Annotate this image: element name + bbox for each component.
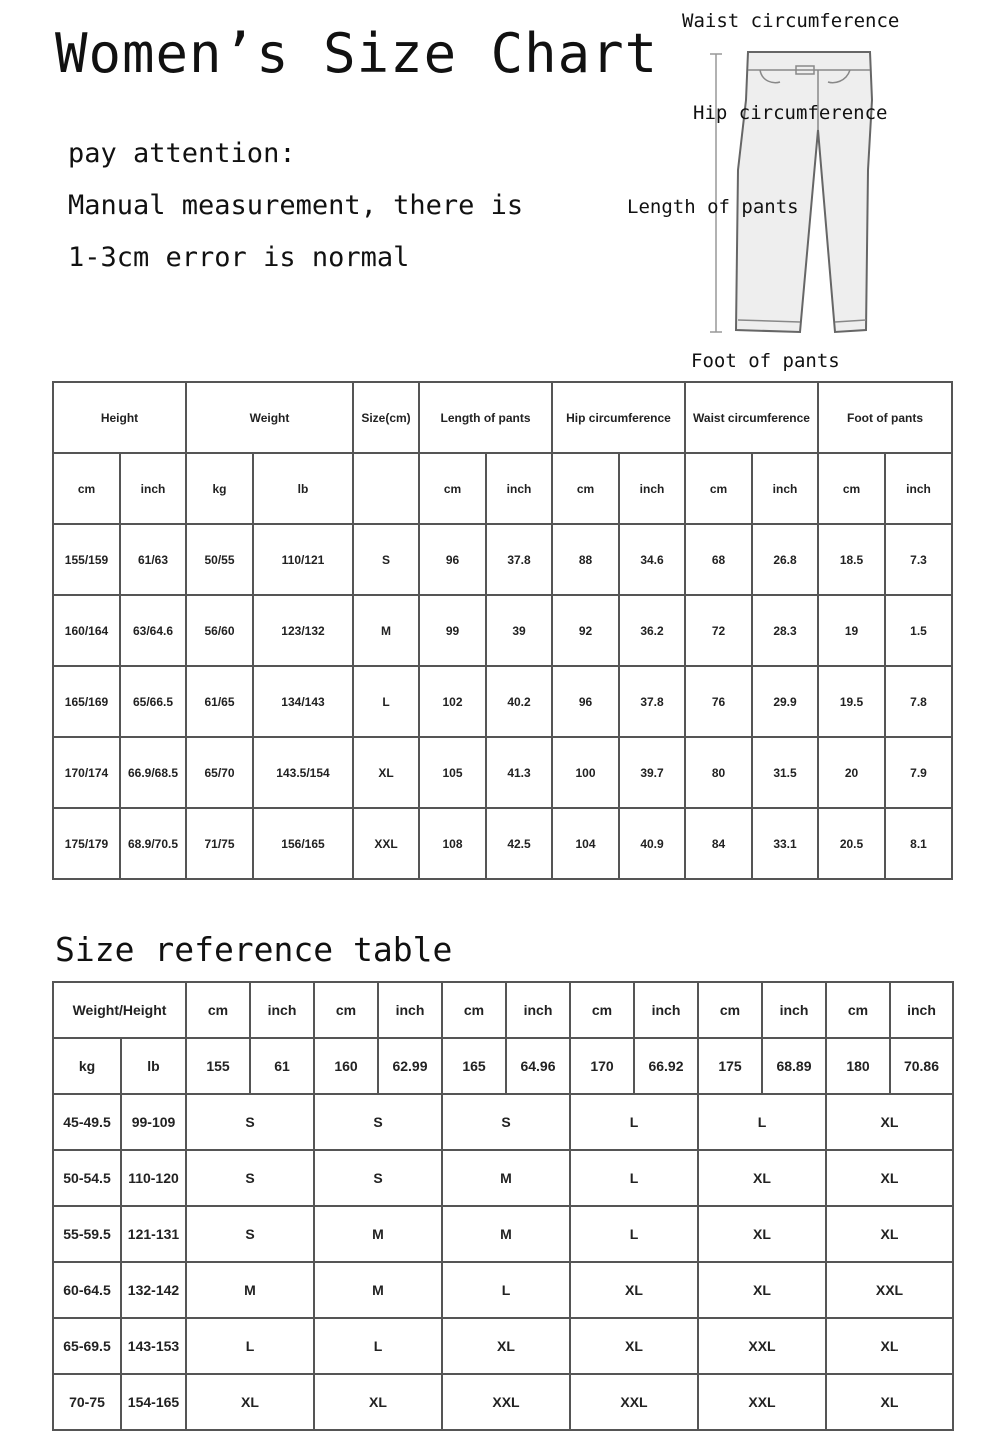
height-cell: 180 — [826, 1038, 890, 1094]
table-row — [53, 524, 952, 595]
table-cell: 28.3 — [752, 595, 818, 666]
table-cell: 100 — [552, 737, 619, 808]
table-cell: 104 — [552, 808, 619, 879]
height-cell: 66.92 — [634, 1038, 698, 1094]
weight-kg-cell: 65-69.5 — [53, 1318, 121, 1374]
size-cell: XXL — [442, 1374, 570, 1430]
table-cell: 123/132 — [253, 595, 353, 666]
group-header-row — [53, 382, 952, 453]
unit-cell: inch — [752, 453, 818, 524]
table-cell: 65/70 — [186, 737, 253, 808]
height-cell: 68.89 — [762, 1038, 826, 1094]
size-cell: L — [186, 1318, 314, 1374]
table-row — [53, 808, 952, 879]
size-cell: M — [314, 1206, 442, 1262]
table-row — [53, 1094, 953, 1150]
height-values-row — [53, 1038, 953, 1094]
table-cell: 165/169 — [53, 666, 120, 737]
unit-cell: cm — [570, 982, 634, 1038]
size-cell: XL — [698, 1206, 826, 1262]
header-cell: Foot of pants — [818, 382, 952, 453]
table-cell: 18.5 — [818, 524, 885, 595]
table-cell: 41.3 — [486, 737, 552, 808]
table-cell: 40.2 — [486, 666, 552, 737]
table-cell: 20.5 — [818, 808, 885, 879]
height-cell: 165 — [442, 1038, 506, 1094]
size-cell: S — [442, 1094, 570, 1150]
table-row — [53, 1262, 953, 1318]
table-cell: 19 — [818, 595, 885, 666]
unit-cell: inch — [885, 453, 952, 524]
weight-kg-cell: 60-64.5 — [53, 1262, 121, 1318]
unit-cell: cm — [698, 982, 762, 1038]
size-cell: S — [314, 1150, 442, 1206]
table-cell: 50/55 — [186, 524, 253, 595]
table-cell: 143.5/154 — [253, 737, 353, 808]
unit-cell: cm — [53, 453, 120, 524]
hip-label: Hip circumference — [693, 102, 888, 124]
table-cell: 19.5 — [818, 666, 885, 737]
size-cell: L — [698, 1094, 826, 1150]
size-cell: XL — [826, 1094, 953, 1150]
unit-header-row — [53, 982, 953, 1038]
table-cell: 40.9 — [619, 808, 685, 879]
table-cell: 37.8 — [619, 666, 685, 737]
table-cell: 36.2 — [619, 595, 685, 666]
table-cell: 134/143 — [253, 666, 353, 737]
size-cell: XL — [826, 1374, 953, 1430]
size-cell: XL — [314, 1374, 442, 1430]
table-row — [53, 1150, 953, 1206]
waist-label: Waist circumference — [682, 10, 900, 32]
size-cell: L — [314, 1318, 442, 1374]
table-cell: 155/159 — [53, 524, 120, 595]
table-cell: 26.8 — [752, 524, 818, 595]
size-cell: XL — [826, 1150, 953, 1206]
table-cell: 102 — [419, 666, 486, 737]
corner-header-cell: Weight/Height — [53, 982, 186, 1038]
table-cell: 66.9/68.5 — [120, 737, 186, 808]
height-cell: 155 — [186, 1038, 250, 1094]
height-cell: 64.96 — [506, 1038, 570, 1094]
weight-lb-cell: 154-165 — [121, 1374, 186, 1430]
table-cell: 92 — [552, 595, 619, 666]
height-cell: 62.99 — [378, 1038, 442, 1094]
table-cell: 20 — [818, 737, 885, 808]
weight-kg-cell: 70-75 — [53, 1374, 121, 1430]
table-cell: 84 — [685, 808, 752, 879]
weight-kg-cell: 50-54.5 — [53, 1150, 121, 1206]
table-cell: 56/60 — [186, 595, 253, 666]
length-label: Length of pants — [627, 196, 799, 218]
reference-title: Size reference table — [55, 930, 453, 969]
measurement-note: Manual measurement, there is — [68, 190, 524, 221]
size-cell: S — [186, 1206, 314, 1262]
weight-kg-cell: 45-49.5 — [53, 1094, 121, 1150]
unit-cell: inch — [120, 453, 186, 524]
size-cell: XL — [186, 1374, 314, 1430]
table-cell: 65/66.5 — [120, 666, 186, 737]
table-cell: 61/65 — [186, 666, 253, 737]
table-cell: 175/179 — [53, 808, 120, 879]
table-cell: 72 — [685, 595, 752, 666]
table-cell: M — [353, 595, 419, 666]
table-cell: 110/121 — [253, 524, 353, 595]
size-cell: XL — [570, 1262, 698, 1318]
size-cell: XXL — [698, 1318, 826, 1374]
size-cell: XL — [698, 1150, 826, 1206]
table-cell: 76 — [685, 666, 752, 737]
size-cell: XL — [698, 1262, 826, 1318]
attention-note: pay attention: — [68, 138, 296, 169]
unit-cell: cm — [685, 453, 752, 524]
table-cell: 71/75 — [186, 808, 253, 879]
table-cell: 39 — [486, 595, 552, 666]
height-cell: 175 — [698, 1038, 762, 1094]
table-cell: 96 — [552, 666, 619, 737]
unit-cell: cm — [314, 982, 378, 1038]
weight-lb-cell: 132-142 — [121, 1262, 186, 1318]
pants-diagram-icon — [700, 30, 890, 350]
table-row — [53, 595, 952, 666]
table-cell: 63/64.6 — [120, 595, 186, 666]
size-cell: XXL — [826, 1262, 953, 1318]
size-cell: XL — [826, 1318, 953, 1374]
header-cell: Size(cm) — [353, 382, 419, 453]
weight-lb-cell: 110-120 — [121, 1150, 186, 1206]
size-cell: L — [570, 1206, 698, 1262]
table-cell: 33.1 — [752, 808, 818, 879]
unit-cell: cm — [186, 982, 250, 1038]
table-cell: 31.5 — [752, 737, 818, 808]
unit-cell: kg — [53, 1038, 121, 1094]
unit-cell: cm — [442, 982, 506, 1038]
table-cell: XL — [353, 737, 419, 808]
table-cell: 68.9/70.5 — [120, 808, 186, 879]
table-cell: 42.5 — [486, 808, 552, 879]
table-cell: 7.8 — [885, 666, 952, 737]
height-cell: 61 — [250, 1038, 314, 1094]
height-cell: 160 — [314, 1038, 378, 1094]
header-cell: Hip circumference — [552, 382, 685, 453]
unit-cell: inch — [890, 982, 953, 1038]
unit-cell: cm — [818, 453, 885, 524]
table-cell: S — [353, 524, 419, 595]
size-cell: XL — [442, 1318, 570, 1374]
size-cell: M — [442, 1206, 570, 1262]
table-cell: 7.9 — [885, 737, 952, 808]
header-cell: Weight — [186, 382, 353, 453]
table-cell: 96 — [419, 524, 486, 595]
unit-cell — [353, 453, 419, 524]
unit-cell: inch — [619, 453, 685, 524]
size-cell: M — [442, 1150, 570, 1206]
unit-cell: inch — [634, 982, 698, 1038]
weight-kg-cell: 55-59.5 — [53, 1206, 121, 1262]
table-cell: 34.6 — [619, 524, 685, 595]
table-cell: 105 — [419, 737, 486, 808]
table-cell: 7.3 — [885, 524, 952, 595]
table-cell: 88 — [552, 524, 619, 595]
unit-cell: inch — [378, 982, 442, 1038]
height-cell: 70.86 — [890, 1038, 953, 1094]
unit-cell: inch — [250, 982, 314, 1038]
table-row — [53, 666, 952, 737]
unit-cell: kg — [186, 453, 253, 524]
weight-lb-cell: 143-153 — [121, 1318, 186, 1374]
table-cell: 68 — [685, 524, 752, 595]
size-cell: XL — [826, 1206, 953, 1262]
unit-cell: inch — [486, 453, 552, 524]
size-cell: L — [570, 1094, 698, 1150]
unit-cell: lb — [121, 1038, 186, 1094]
unit-cell: cm — [826, 982, 890, 1038]
size-cell: M — [314, 1262, 442, 1318]
foot-label: Foot of pants — [691, 350, 840, 372]
table-cell: 61/63 — [120, 524, 186, 595]
table-cell: XXL — [353, 808, 419, 879]
table-cell: 37.8 — [486, 524, 552, 595]
size-cell: L — [442, 1262, 570, 1318]
unit-cell: inch — [762, 982, 826, 1038]
size-cell: S — [186, 1094, 314, 1150]
header-cell: Height — [53, 382, 186, 453]
size-cell: XL — [570, 1318, 698, 1374]
size-reference-table — [52, 981, 954, 1431]
table-row — [53, 1206, 953, 1262]
unit-cell: inch — [506, 982, 570, 1038]
size-cell: M — [186, 1262, 314, 1318]
unit-cell: lb — [253, 453, 353, 524]
table-cell: L — [353, 666, 419, 737]
table-cell: 99 — [419, 595, 486, 666]
error-note: 1-3cm error is normal — [68, 242, 410, 273]
table-cell: 39.7 — [619, 737, 685, 808]
header-cell: Length of pants — [419, 382, 552, 453]
table-cell: 1.5 — [885, 595, 952, 666]
size-cell: L — [570, 1150, 698, 1206]
unit-cell: cm — [552, 453, 619, 524]
height-cell: 170 — [570, 1038, 634, 1094]
table-cell: 80 — [685, 737, 752, 808]
table-cell: 170/174 — [53, 737, 120, 808]
page-title: Women’s Size Chart — [55, 22, 659, 85]
table-row — [53, 737, 952, 808]
table-cell: 8.1 — [885, 808, 952, 879]
table-row — [53, 1318, 953, 1374]
size-cell: XXL — [570, 1374, 698, 1430]
unit-cell: cm — [419, 453, 486, 524]
table-row — [53, 1374, 953, 1430]
size-cell: S — [314, 1094, 442, 1150]
weight-lb-cell: 121-131 — [121, 1206, 186, 1262]
size-cell: S — [186, 1150, 314, 1206]
table-cell: 108 — [419, 808, 486, 879]
weight-lb-cell: 99-109 — [121, 1094, 186, 1150]
header-cell: Waist circumference — [685, 382, 818, 453]
size-cell: XXL — [698, 1374, 826, 1430]
table-cell: 29.9 — [752, 666, 818, 737]
table-cell: 156/165 — [253, 808, 353, 879]
size-chart-table — [52, 381, 953, 880]
table-cell: 160/164 — [53, 595, 120, 666]
unit-header-row — [53, 453, 952, 524]
